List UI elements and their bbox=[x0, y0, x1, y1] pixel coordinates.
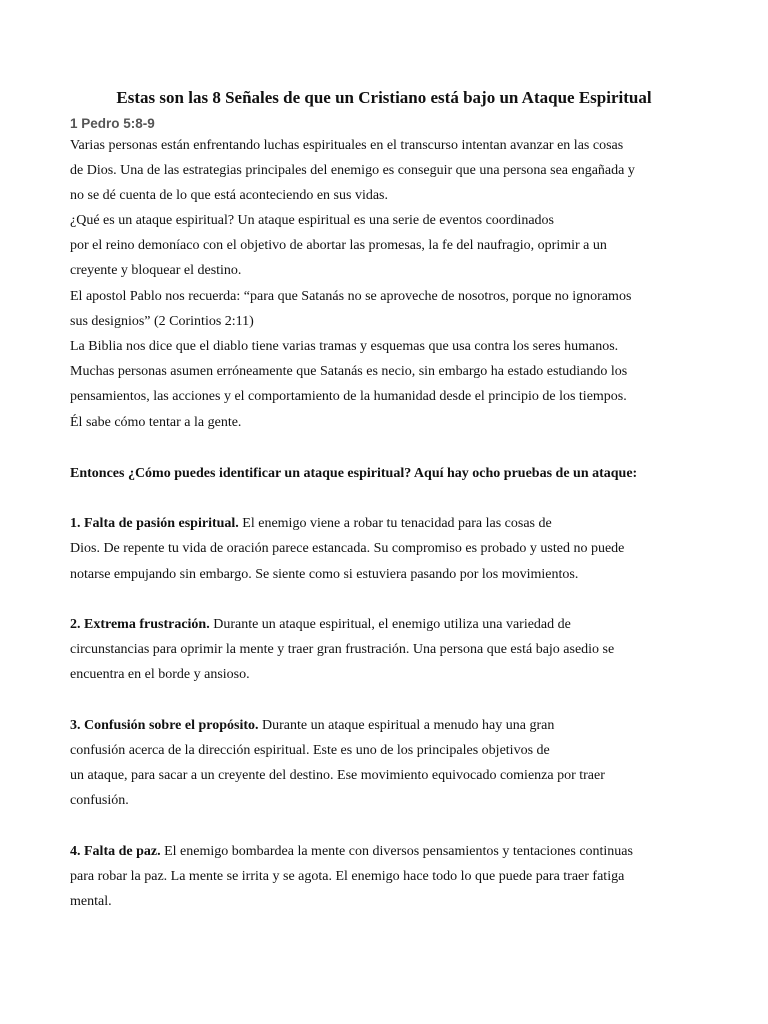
section-question: Entonces ¿Cómo puedes identificar un ataque espiritual? Aquí hay ocho pruebas de un ataque: bbox=[70, 466, 638, 481]
point-line: para robar la paz. La mente se irrita y se agota. El enemigo hace todo lo que puede para traer fatiga bbox=[70, 869, 625, 884]
intro-line: de Dios. Una de las estrategias principales del enemigo es conseguir que una persona sea engañada y bbox=[70, 163, 635, 178]
point-line: Dios. De repente tu vida de oración parece estancada. Su compromiso es probado y usted no puede bbox=[70, 541, 625, 556]
intro-line: creyente y bloquear el destino. bbox=[70, 263, 242, 278]
intro-line: pensamientos, las acciones y el comportamiento de la humanidad desde el principio de los tiempos. bbox=[70, 389, 627, 404]
intro-line: Él sabe cómo tentar a la gente. bbox=[70, 415, 242, 430]
point-line: un ataque, para sacar a un creyente del destino. Ese movimiento equivocado comienza por traer bbox=[70, 768, 605, 783]
point-line: circunstancias para oprimir la mente y traer gran frustración. Una persona que está bajo asedio se bbox=[70, 642, 615, 657]
point-line: notarse empujando sin embargo. Se siente como si estuviera pasando por los movimientos. bbox=[70, 567, 579, 582]
point-heading: 4. Falta de paz. bbox=[70, 844, 161, 859]
point-line: encuentra en el borde y ansioso. bbox=[70, 667, 250, 682]
intro-line: sus designios” (2 Corintios 2:11) bbox=[70, 314, 254, 329]
intro-line: no se dé cuenta de lo que está aconteciendo en sus vidas. bbox=[70, 188, 389, 203]
intro-line: Varias personas están enfrentando luchas espirituales en el transcurso intentan avanzar en las cosas bbox=[70, 138, 624, 153]
point-first-line bbox=[70, 843, 633, 861]
intro-line: La Biblia nos dice que el diablo tiene varias tramas y esquemas que usa contra los seres humanos. bbox=[70, 339, 619, 354]
point-line: confusión. bbox=[70, 793, 129, 808]
point-text: El enemigo viene a robar tu tenacidad para las cosas de bbox=[238, 516, 552, 531]
point-line: mental. bbox=[70, 894, 112, 909]
intro-line: El apostol Pablo nos recuerda: “para que Satanás no se aproveche de nosotros, porque no ignoramos bbox=[70, 289, 632, 304]
point-first-line bbox=[70, 616, 571, 634]
point-heading: 2. Extrema frustración. bbox=[70, 617, 210, 632]
point-text: Durante un ataque espiritual, el enemigo utiliza una variedad de bbox=[209, 617, 571, 632]
intro-line: ¿Qué es un ataque espiritual? Un ataque espiritual es una serie de eventos coordinados bbox=[70, 213, 554, 228]
bible-reference: 1 Pedro 5:8-9 bbox=[70, 116, 155, 131]
point-line: confusión acerca de la dirección espiritual. Este es uno de los principales objetivos de bbox=[70, 743, 550, 758]
point-text: Durante un ataque espiritual a menudo hay una gran bbox=[258, 718, 555, 733]
point-heading: 1. Falta de pasión espiritual. bbox=[70, 516, 239, 531]
point-heading: 3. Confusión sobre el propósito. bbox=[70, 718, 259, 733]
point-first-line bbox=[70, 717, 554, 735]
point-text: El enemigo bombardea la mente con diversos pensamientos y tentaciones continuas bbox=[160, 844, 633, 859]
point-first-line bbox=[70, 515, 552, 533]
document-title: Estas son las 8 Señales de que un Cristiano está bajo un Ataque Espiritual bbox=[116, 88, 652, 107]
intro-line: por el reino demoníaco con el objetivo de abortar las promesas, la fe del naufragio, oprimir a un bbox=[70, 238, 607, 253]
intro-line: Muchas personas asumen erróneamente que Satanás es necio, sin embargo ha estado estudiando los bbox=[70, 364, 628, 379]
